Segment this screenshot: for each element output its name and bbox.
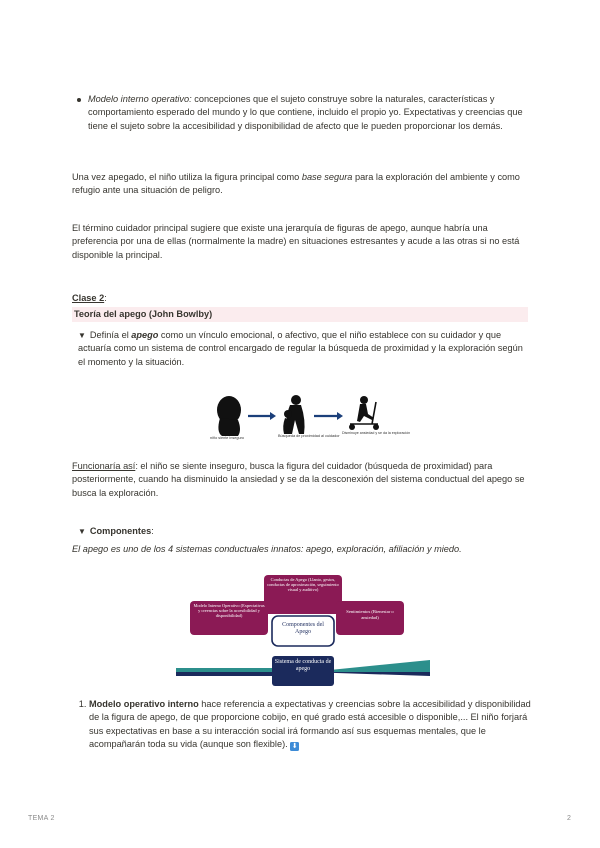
- para1-emphasis: base segura: [301, 172, 353, 182]
- box-sistema-text: Sistema de conducta de apego: [274, 659, 332, 672]
- componentes-toggle[interactable]: [78, 525, 528, 538]
- funcionaria-label: Funcionaría así: [72, 461, 136, 471]
- attachment-sequence-figure: [200, 390, 411, 448]
- innate-systems-text: [72, 543, 532, 556]
- definition-toggle[interactable]: [78, 329, 528, 369]
- arrow-right-icon: [314, 412, 343, 420]
- paragraph-funcionaria: [72, 460, 532, 500]
- box-conductas-text: Conductas de Apego (Llanto, gestos, conductas de aproximación, seguimiento visual y auditivo): [267, 577, 339, 593]
- box-componentes-text: Componentes del Apego: [282, 622, 324, 636]
- innate-text: El apego es uno de los 4 sistemas conductuales innatos: apego, exploración, afiliación y miedo.: [72, 544, 462, 554]
- toggle-triangle-icon[interactable]: ▼: [78, 331, 86, 340]
- bullet-item: [88, 93, 532, 133]
- definition-after: como un vínculo emocional, o afectivo, que el niño establece con su cuidador y que actuaría como un sistema de control encargado de regular la búsqueda de proximidad y la exploración según el momento y la situación.: [78, 330, 523, 367]
- numbered-term: Modelo operativo interno: [89, 699, 199, 709]
- paragraph-base-segura: [72, 171, 532, 198]
- intro-bullet-list: [72, 93, 532, 133]
- numbered-item: [89, 698, 532, 752]
- para1-before: Una vez apegado, el niño utiliza la figura principal como: [72, 172, 302, 182]
- proximity-seeking-icon: [283, 395, 304, 434]
- definition-term: apego: [131, 330, 159, 340]
- box-modelo-text: Modelo Interno Operativo (Expectativas y creencias sobre la accesibilidad y disponibilidad): [193, 603, 265, 619]
- theory-heading: Teoría del apego (John Bowlby): [72, 307, 528, 322]
- down-arrow-icon: ⬇: [291, 743, 298, 751]
- components-diagram: [176, 572, 430, 688]
- insecure-child-icon: [217, 396, 241, 436]
- figure1-caption-3: Disminuye ansiedad y se da la exploración: [342, 431, 411, 435]
- clase-label: Clase 2: [72, 293, 105, 303]
- funcionaria-text: : el niño se siente inseguro, busca la figura del cuidador (búsqueda de proximidad) para posteriormente, cuando ha disminuido la ansiedad y se da la desconexión del sistema conductual del apego se busca la exploración.: [72, 461, 525, 498]
- paragraph-cuidador-principal: El término cuidador principal sugiere que existe una jerarquía de figuras de apego, aunque habría una preferencia por una de ellas (normalmente la madre) en situaciones estresantes y acude a las otras si no está disponible la principal.: [72, 223, 520, 260]
- toggle-triangle-icon[interactable]: ▼: [78, 527, 86, 536]
- arrow-right-icon: [248, 412, 276, 420]
- numbered-list: [72, 698, 532, 752]
- componentes-colon: :: [151, 526, 154, 536]
- para1-after: para la exploración del ambiente y como refugio ante una situación de peligro.: [72, 172, 520, 196]
- clase-heading: [72, 292, 107, 305]
- box-sentimientos-text: Sentimientos (Bienestar o ansiedad): [346, 609, 394, 620]
- componentes-label: Componentes: [89, 526, 152, 536]
- exploring-child-icon: [349, 396, 379, 430]
- numbered-text: hace referencia a expectativas y creencias sobre la accesibilidad y disponibilidad de la figura de apego, de que proporcione cobijo, en qué grado está accesible o disponible,... El niño forjará sus expectativas en base a su interacción social irá formando así sus esquemas mentales, que le acompañarán toda su vida (aunque son flexible).: [89, 699, 531, 750]
- definition-before: Definía el: [89, 330, 132, 340]
- footer-title: TEMA 2: [28, 815, 55, 822]
- page-number: 2: [567, 815, 572, 822]
- clase-colon: :: [104, 293, 107, 303]
- bullet-text: concepciones que el sujeto construye sobre la naturales, características y comportamiento esperado del mundo y lo que contiene, incluido el propio yo. Expectativas y creencias que tiene el sujeto sobre la accesibilidad y disponibilidad de afecto que le pueden proporcionar los demás.: [88, 94, 523, 131]
- bullet-term: Modelo interno operativo:: [88, 94, 192, 104]
- figure1-caption-2: Búsqueda de proximidad al cuidador: [278, 434, 340, 438]
- figure1-caption-1: niño siente inseguro: [210, 436, 244, 440]
